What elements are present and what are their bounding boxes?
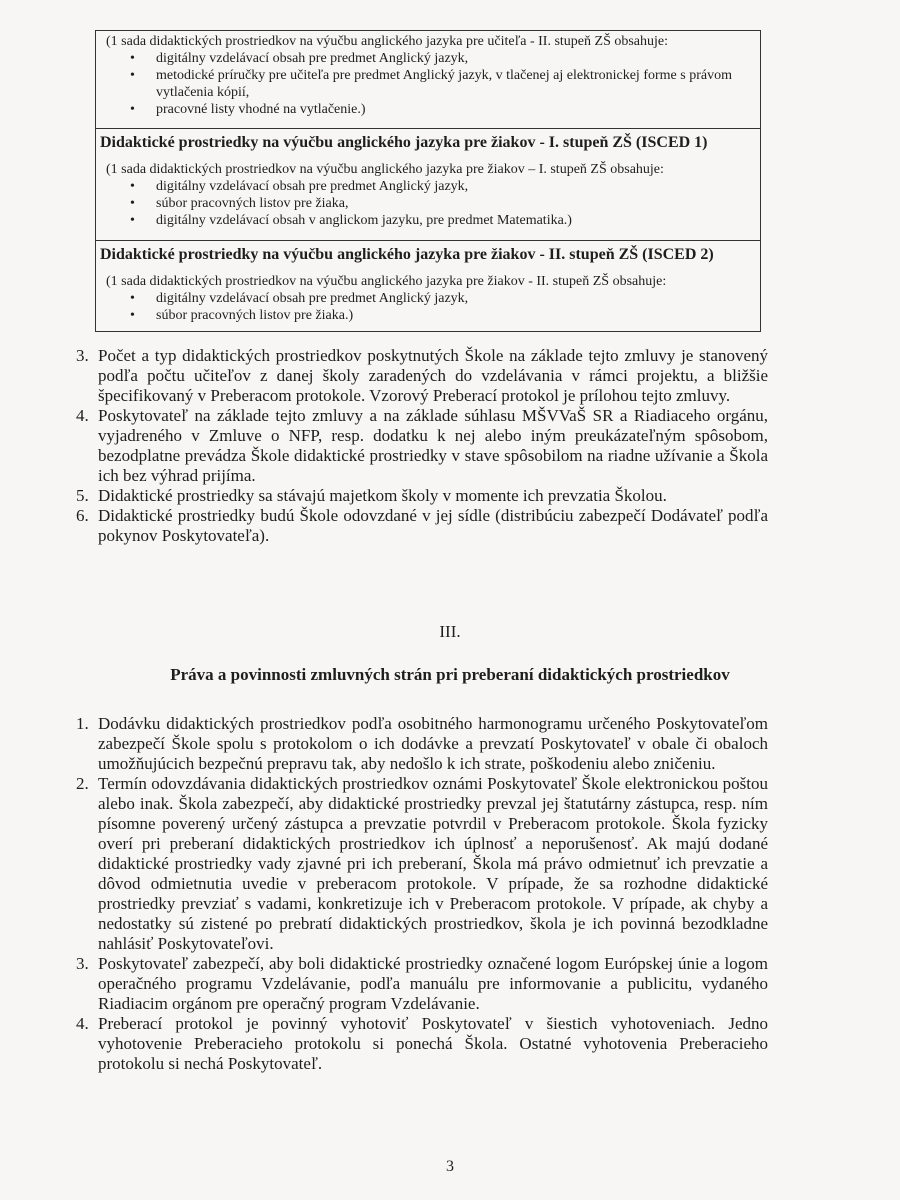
list-item bbox=[68, 346, 768, 406]
list-item bbox=[68, 506, 768, 546]
list-item: • digitálny vzdelávací obsah pre predmet Anglický jazyk, bbox=[106, 50, 760, 67]
item-number: 2. bbox=[76, 774, 89, 793]
list-item: • digitálny vzdelávací obsah pre predmet Anglický jazyk, bbox=[106, 290, 760, 307]
list-item: • metodické príručky pre učiteľa pre predmet Anglický jazyk, v tlačenej aj elektronickej forme s právom vytlačenia kópií, bbox=[106, 67, 760, 101]
list-item: • digitálny vzdelávací obsah v anglickom jazyku, pre predmet Matematika.) bbox=[106, 212, 760, 229]
list-item bbox=[68, 774, 768, 954]
list-item bbox=[68, 486, 768, 506]
list-item bbox=[68, 954, 768, 1014]
item-text: Poskytovateľ na základe tejto zmluvy a na základe súhlasu MŠVVaŠ SR a Riadiaceho orgánu, vyjadreného v Zmluve o NFP, resp. dodatku k nej alebo iným preukázateľným spôsobom, bezodplatne prevádza Škole didaktické prostriedky v stave spôsobilom na riadne užívanie a Škola ich bez výhrad prijíma. bbox=[98, 406, 768, 485]
item-text: Didaktické prostriedky sa stávajú majetkom školy v momente ich prevzatia Školou. bbox=[98, 486, 667, 505]
list-item bbox=[68, 406, 768, 486]
item-number: 4. bbox=[76, 406, 89, 425]
item-number: 1. bbox=[76, 714, 89, 733]
row-heading: Didaktické prostriedky na výučbu anglického jazyka pre žiakov - II. stupeň ZŠ (ISCED 2) bbox=[100, 246, 714, 263]
bullet-list bbox=[106, 178, 760, 229]
bullet-list bbox=[106, 290, 760, 324]
item-number: 6. bbox=[76, 506, 89, 525]
item-text: Dodávku didaktických prostriedkov podľa osobitného harmonogramu určeného Poskytovateľom zabezpečí Škole spolu s protokolom o ich dodávke a prevzatí Poskytovateľ v obale či obaloch umožňujúcich bezpečnú prepravu tak, aby nedošlo k ich strate, poškodeniu alebo zničeniu. bbox=[98, 714, 768, 773]
item-text: Počet a typ didaktických prostriedkov poskytnutých Škole na základe tejto zmluvy je stanovený podľa počtu učiteľov z danej školy zaradených do vzdelávania v rámci projektu, a bližšie špecifikovaný v Preberacom protokole. Vzorový Preberací protokol je prílohou tejto zmluvy. bbox=[98, 346, 768, 405]
list-item: • súbor pracovných listov pre žiaka.) bbox=[106, 307, 760, 324]
item-text: Termín odovzdávania didaktických prostriedkov oznámi Poskytovateľ Škole elektronickou poštou alebo inak. Škola zabezpečí, aby didaktické prostriedky prevzal jej štatutárny zástupca, resp. ním písomne poverený určený zástupca a prevzatie potvrdil v Preberacom protokole. Škola fyzicky overí pri preberaní didaktických prostriedkov ich úplnosť a neporušenosť. Ak majú dodané didaktické prostriedky vady zjavné pri ich preberaní, Škola má právo odmietnuť ich prevzatie a dôvod odmietnutia uvedie v preberacom protokole. V prípade, že sa rozhodne didaktické prostriedky prevziať s vadami, konkretizuje ich v Preberacom protokole. V prípade, ak chyby a nedostatky sú zistené po prebratí didaktických prostriedkov, škola je ich povinná bezodkladne nahlásiť Poskytovateľovi. bbox=[98, 774, 768, 953]
item-text: Didaktické prostriedky budú Škole odovzdané v jej sídle (distribúciu zabezpečí Dodávateľ podľa pokynov Poskytovateľa). bbox=[98, 506, 768, 545]
section-title: Práva a povinnosti zmluvných strán pri preberaní didaktických prostriedkov bbox=[170, 665, 730, 684]
row-intro: (1 sada didaktických prostriedkov na výučbu anglického jazyka pre učiteľa - II. stupeň ZŠ obsahuje: bbox=[106, 34, 669, 49]
item-number: 3. bbox=[76, 954, 89, 973]
list-item bbox=[68, 1014, 768, 1074]
list-item: • súbor pracovných listov pre žiaka, bbox=[106, 195, 760, 212]
list-item bbox=[68, 714, 768, 774]
item-number: 4. bbox=[76, 1014, 89, 1033]
bullet-list bbox=[106, 50, 760, 118]
item-text: Poskytovateľ zabezpečí, aby boli didaktické prostriedky označené logom Európskej únie a logom operačného programu Vzdelávanie, podľa manuálu pre informovanie a publicitu, vydaného Riadiacim orgánom pre operačný program Vzdelávanie. bbox=[98, 954, 768, 1013]
row-intro: (1 sada didaktických prostriedkov na výučbu anglického jazyka pre žiakov - II. stupeň ZŠ obsahuje: bbox=[106, 274, 667, 289]
list-item: • digitálny vzdelávací obsah pre predmet Anglický jazyk, bbox=[106, 178, 760, 195]
table-row-isced2 bbox=[96, 241, 760, 331]
row-heading: Didaktické prostriedky na výučbu anglického jazyka pre žiakov - I. stupeň ZŠ (ISCED 1) bbox=[100, 134, 708, 151]
item-number: 3. bbox=[76, 346, 89, 365]
item-number: 5. bbox=[76, 486, 89, 505]
numbered-list-section-iii bbox=[68, 714, 768, 1074]
didactic-resources-table bbox=[95, 30, 761, 332]
numbered-list-section-ii bbox=[68, 346, 768, 546]
table-row-teachers bbox=[96, 31, 760, 129]
table-row-isced1 bbox=[96, 129, 760, 241]
page-number: 3 bbox=[446, 1158, 454, 1175]
list-item: • pracovné listy vhodné na vytlačenie.) bbox=[106, 101, 760, 118]
row-intro: (1 sada didaktických prostriedkov na výučbu anglického jazyka pre žiakov – I. stupeň ZŠ obsahuje: bbox=[106, 162, 664, 177]
item-text: Preberací protokol je povinný vyhotoviť Poskytovateľ v šiestich vyhotoveniach. Jedno vyhotovenie Preberacieho protokolu si ponechá Škola. Ostatné vyhotovenia Preberacieho protokolu si nechá Poskytovateľ. bbox=[98, 1014, 768, 1073]
section-number: III. bbox=[439, 622, 461, 641]
